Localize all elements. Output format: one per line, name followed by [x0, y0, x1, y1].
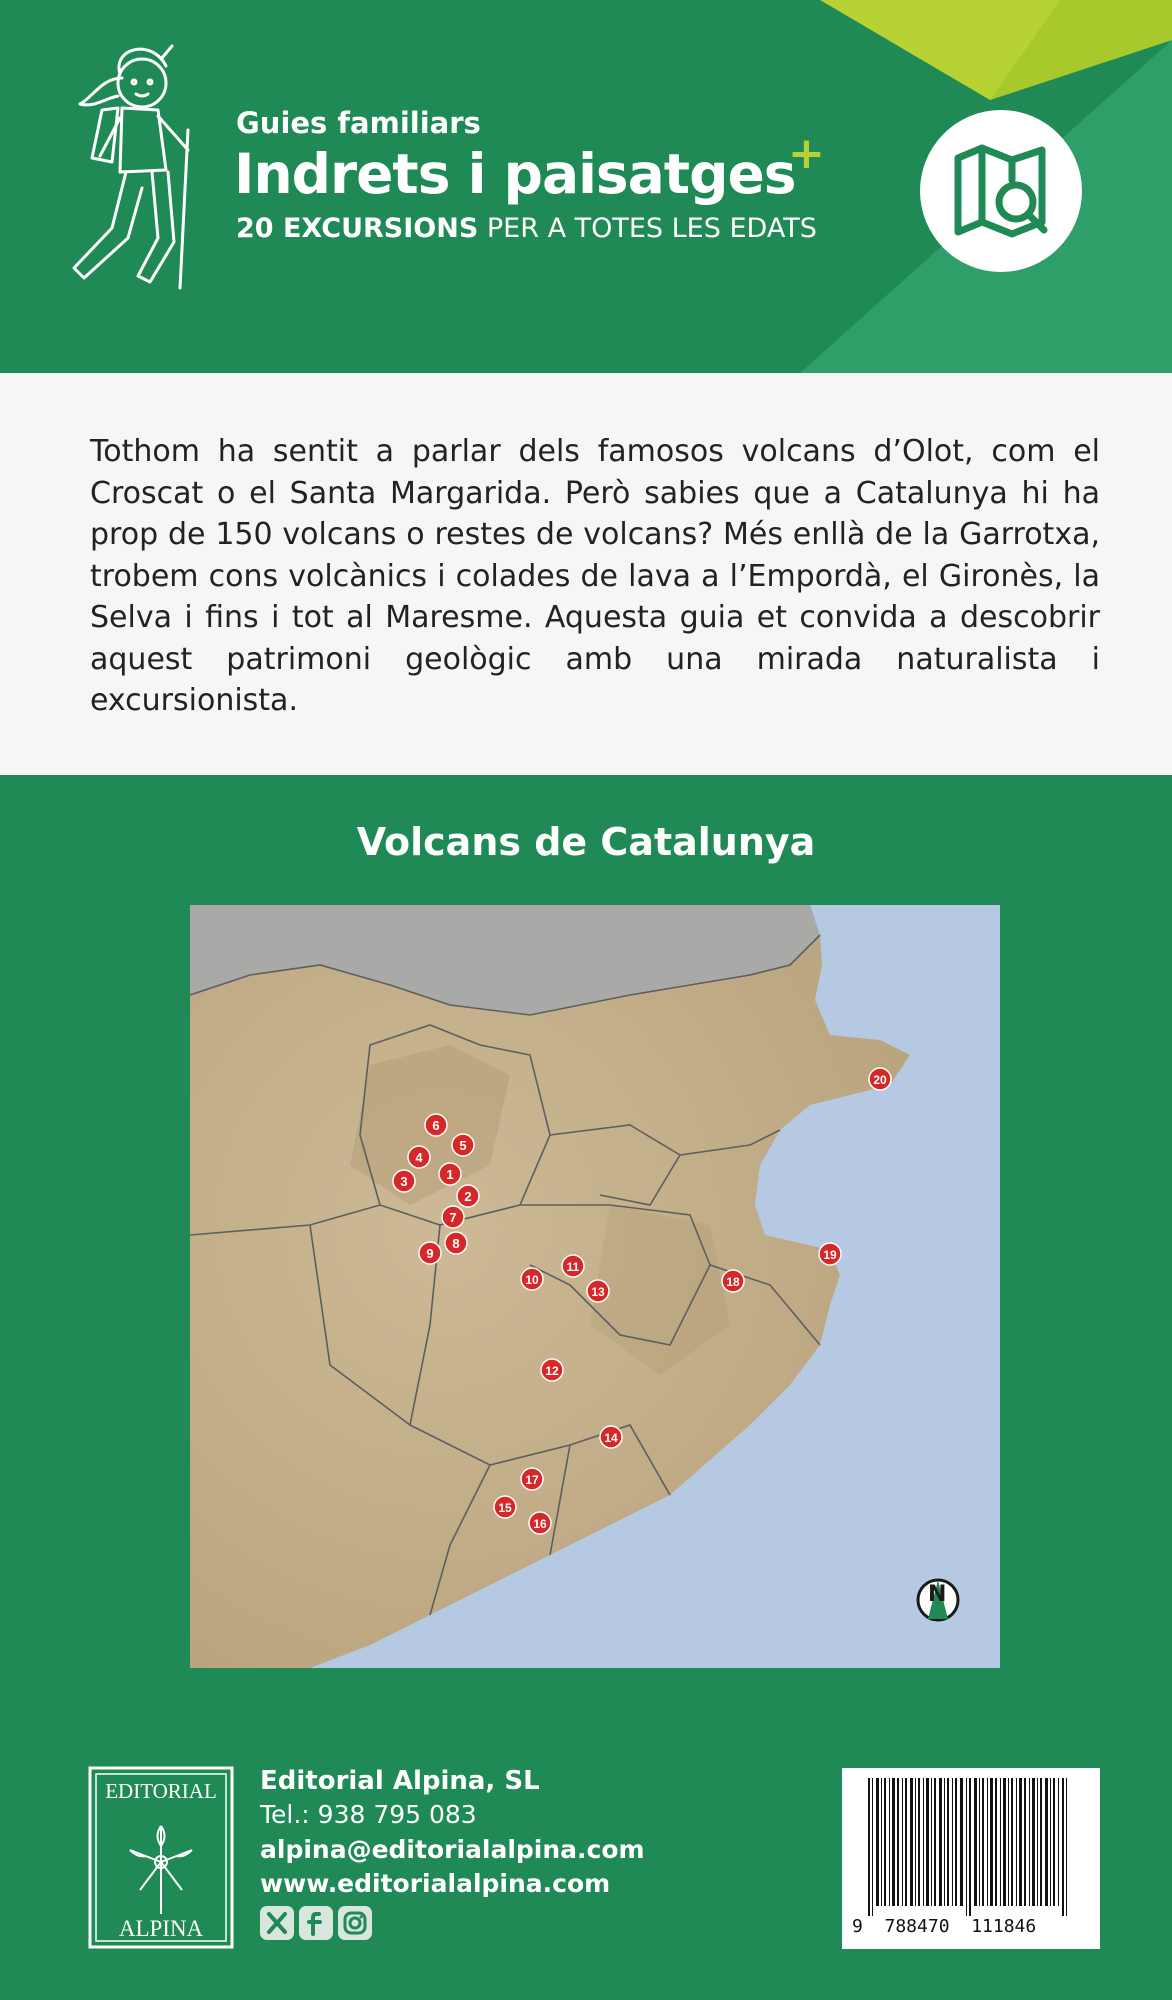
svg-text:3: 3 [400, 1174, 408, 1189]
svg-text:7: 7 [449, 1210, 457, 1225]
volcano-map [190, 905, 1000, 1668]
marker-5 [452, 1134, 474, 1156]
editorial-alpina-logo [88, 1766, 234, 1949]
subtitle-count: 20 EXCURSIONS [236, 213, 479, 244]
hiking-girl-icon [62, 38, 212, 308]
header-banner [0, 0, 1172, 373]
svg-text:6: 6 [432, 1118, 440, 1133]
marker-14 [600, 1426, 622, 1448]
marker-9 [419, 1242, 441, 1264]
intro-panel [0, 373, 1172, 775]
marker-12 [541, 1359, 563, 1381]
publisher-phone: Tel.: 938 795 083 [260, 1800, 477, 1829]
series-name: Guies familiars [236, 106, 481, 140]
svg-text:2: 2 [464, 1189, 472, 1204]
marker-6 [425, 1114, 447, 1136]
svg-text:12: 12 [545, 1364, 559, 1378]
map-title: Volcans de Catalunya [356, 820, 816, 864]
marker-8 [445, 1232, 467, 1254]
marker-16 [529, 1512, 551, 1534]
marker-18 [722, 1270, 744, 1292]
map-search-badge [920, 110, 1082, 272]
publisher-website[interactable]: www.editorialalpina.com [260, 1869, 611, 1898]
facebook-icon[interactable] [299, 1906, 333, 1940]
svg-text:14: 14 [604, 1431, 618, 1445]
svg-text:11: 11 [566, 1260, 580, 1274]
svg-text:9: 9 [426, 1246, 434, 1261]
marker-17 [521, 1468, 543, 1490]
publisher-email[interactable]: alpina@editorialalpina.com [260, 1835, 645, 1864]
marker-13 [587, 1280, 609, 1302]
collection-title: Indrets i paisatges [234, 142, 796, 206]
marker-15 [494, 1496, 516, 1518]
marker-1 [439, 1163, 461, 1185]
svg-text:5: 5 [459, 1138, 467, 1153]
svg-text:17: 17 [525, 1473, 539, 1487]
publisher-name: Editorial Alpina, SL [260, 1766, 540, 1796]
isbn-digits: 9 788470 111846 [852, 1916, 1037, 1937]
marker-10 [521, 1268, 543, 1290]
map-graphic [190, 905, 1000, 1668]
svg-text:18: 18 [726, 1275, 740, 1289]
marker-20 [869, 1068, 891, 1090]
svg-text:15: 15 [498, 1501, 512, 1515]
svg-text:8: 8 [452, 1236, 460, 1251]
svg-text:4: 4 [415, 1150, 423, 1165]
svg-text:ALPINA: ALPINA [118, 1916, 204, 1941]
marker-7 [442, 1206, 464, 1228]
subtitle-rest: PER A TOTES LES EDATS [478, 213, 817, 244]
collection-subtitle [236, 213, 817, 244]
intro-text: Tothom ha sentit a parlar dels famosos volcans d’Olot, com el Croscat o el Santa Margarida. Però sabies que a Catalunya hi ha prop de 150 volcans o restes de volcans? Més enllà de la Garrotxa, trobem cons volcànics i colades de lava a l’Empordà, el Gironès, la Selva i fins i tot al Maresme. Aquesta guia et convida a descobrir aquest patrimoni geològic amb una mirada naturalista i excursionista. [90, 434, 1100, 718]
marker-3 [393, 1170, 415, 1192]
barcode-bars [842, 1768, 1100, 1918]
svg-text:20: 20 [873, 1073, 887, 1087]
barcode [842, 1768, 1100, 1949]
x-icon[interactable] [260, 1906, 294, 1940]
plus-mark: + [788, 128, 825, 179]
marker-11 [562, 1255, 584, 1277]
svg-text:19: 19 [823, 1248, 837, 1262]
marker-19 [819, 1243, 841, 1265]
marker-4 [408, 1146, 430, 1168]
north-label: N [928, 1582, 947, 1607]
instagram-icon[interactable] [338, 1906, 372, 1940]
svg-text:EDITORIAL: EDITORIAL [105, 1779, 217, 1803]
svg-text:13: 13 [591, 1285, 605, 1299]
svg-text:10: 10 [525, 1273, 539, 1287]
marker-2 [457, 1185, 479, 1207]
svg-text:16: 16 [533, 1517, 547, 1531]
svg-text:1: 1 [446, 1167, 454, 1182]
map-search-icon [920, 110, 1082, 272]
